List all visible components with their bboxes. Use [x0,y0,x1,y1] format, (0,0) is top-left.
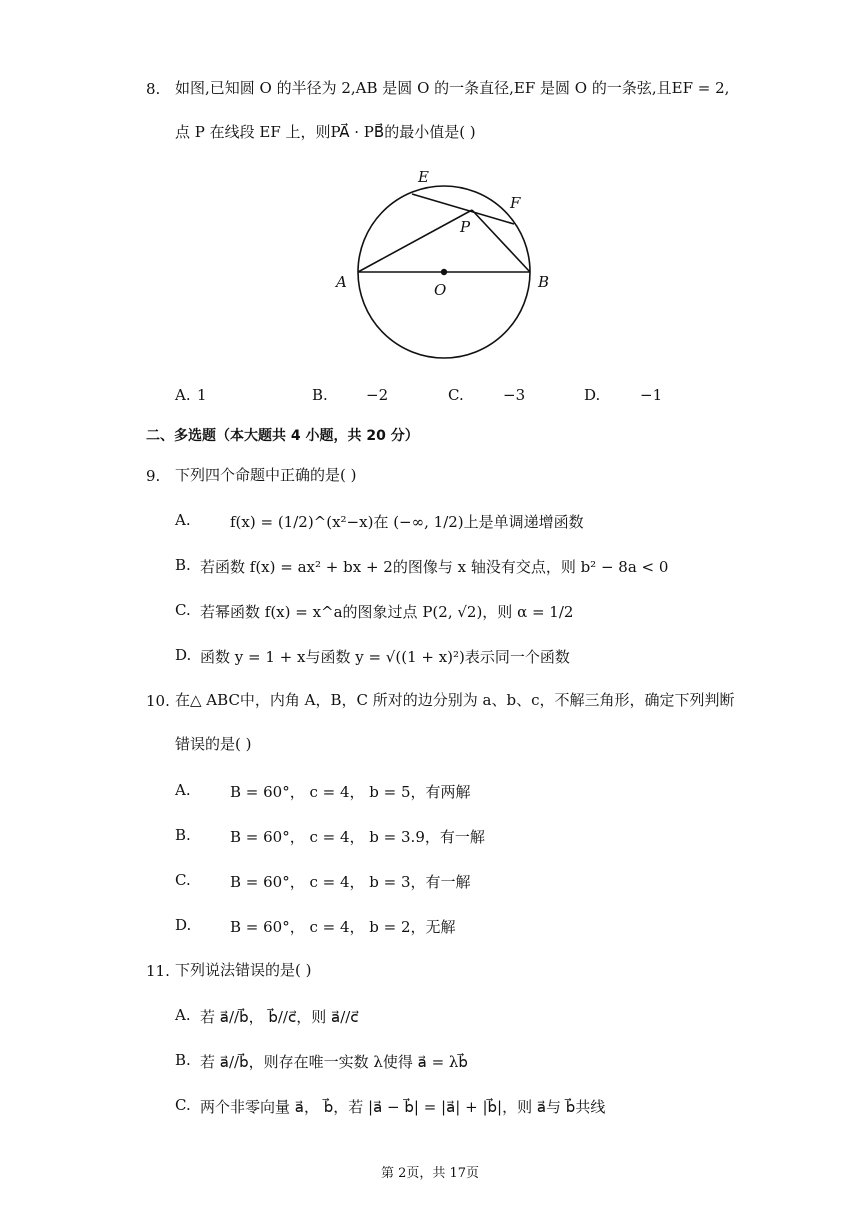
question-11-stem: 下列说法错误的是( ) [175,961,312,979]
segment-pb [472,210,530,272]
option-text: 若 a⃗//b⃗， b⃗//c⃗，则 a⃗//c⃗ [200,1008,359,1026]
option-label: A. [175,781,191,799]
option-label: C. [175,601,191,619]
option-label: A. [175,386,191,404]
option-text: −2 [366,386,389,404]
option-text: 若函数 f(x) = ax² + bx + 2的图像与 x 轴没有交点，则 b² − 8a < 0 [200,558,669,576]
option-label: B. [312,386,328,404]
question-10-stem-line2: 错误的是( ) [175,735,252,753]
question-9-number: 9. [146,467,161,485]
option-text: 若 a⃗//b⃗，则存在唯一实数 λ使得 a⃗ = λb⃗ [200,1053,468,1071]
option-text: −3 [503,386,526,404]
question-8-stem-line1: 如图,已知圆 O 的半径为 2,AB 是圆 O 的一条直径,EF 是圆 O 的一条弦,且EF = 2, [175,79,730,97]
option-text: B = 60°， c = 4， b = 3，有一解 [230,873,471,891]
option-label: A. [175,1006,191,1024]
question-11-number: 11. [146,962,170,980]
option-label: C. [175,871,191,889]
label-p: P [460,218,471,236]
option-text: B = 60°， c = 4， b = 2，无解 [230,918,456,936]
option-label: B. [175,1051,191,1069]
label-e: E [418,168,429,186]
page-footer: 第 2页，共 17页 [380,1166,480,1181]
option-text: −1 [640,386,663,404]
option-label: C. [175,1096,191,1114]
option-label: D. [584,386,601,404]
label-o: O [434,281,447,299]
label-a: A [336,273,347,291]
section-header: 二、多选题（本大题共 4 小题，共 20 分） [146,428,419,444]
question-8-number: 8. [146,80,161,98]
question-10-stem-line1: 在△ ABC中，内角 A，B，C 所对的边分别为 a、b、c，不解三角形，确定下列判断 [175,691,735,709]
option-text: 若幂函数 f(x) = x^a的图象过点 P(2, √2)，则 α = 1/2 [200,603,574,621]
label-f: F [510,194,521,212]
question-8-stem-line2: 点 P 在线段 EF 上，则PA⃗ · PB⃗的最小值是( ) [175,123,476,141]
option-label: B. [175,826,191,844]
center-point-o [441,269,447,275]
option-text: f(x) = (1/2)^(x²−x)在 (−∞, 1/2)上是单调递增函数 [230,513,584,531]
question-10-number: 10. [146,692,170,710]
option-text: 函数 y = 1 + x与函数 y = √((1 + x)²)表示同一个函数 [200,648,570,666]
label-b: B [538,273,550,291]
option-label: A. [175,511,191,529]
option-text: 两个非零向量 a⃗， b⃗，若 |a⃗ − b⃗| = |a⃗| + |b⃗|，则 a⃗与 b⃗共线 [200,1098,606,1116]
option-text: B = 60°， c = 4， b = 5，有两解 [230,783,471,801]
question-9-stem: 下列四个命题中正确的是( ) [175,466,357,484]
option-label: C. [448,386,464,404]
option-label: D. [175,916,192,934]
option-label: D. [175,646,192,664]
option-text: 1 [197,386,207,404]
option-label: B. [175,556,191,574]
option-text: B = 60°， c = 4， b = 3.9，有一解 [230,828,485,846]
question-8-figure [320,160,560,370]
